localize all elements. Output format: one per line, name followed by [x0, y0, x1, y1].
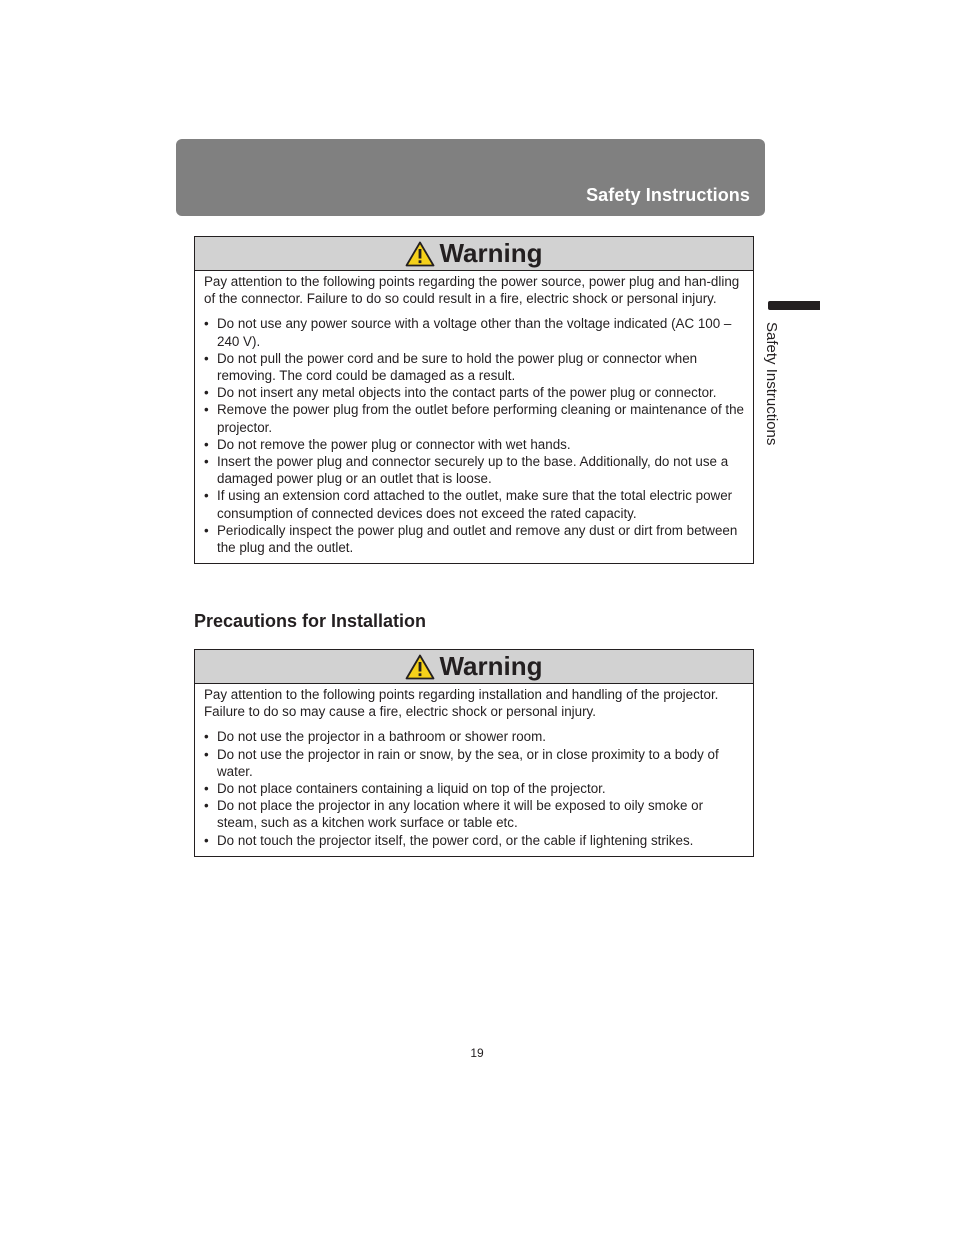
list-item: • Do not use the projector in rain or snow, by the sea, or in close proximity to a body of water. [204, 746, 744, 780]
warning-title: Warning [439, 651, 543, 681]
warning-body [195, 271, 753, 563]
warning-intro: Pay attention to the following points regarding installation and handling of the projector. Failure to do so may cause a fire, electric shock or personal injury. [204, 687, 719, 720]
list-item: • Do not pull the power cord and be sure to hold the power plug or connector when removing. The cord could be damaged as a result. [204, 350, 744, 384]
list-item: • Do not use any power source with a voltage other than the voltage indicated (AC 100 – 240 V). [204, 315, 744, 349]
warning-header [195, 650, 753, 684]
warning-body [195, 684, 753, 856]
list-item: • If using an extension cord attached to the outlet, make sure that the total electric power consumption of connected devices does not exceed the rated capacity. [204, 487, 744, 521]
side-tab-label: Safety Instructions [763, 322, 780, 446]
warning-triangle-icon [405, 654, 435, 680]
header-band [176, 139, 765, 216]
page-number: 19 [470, 1046, 484, 1060]
list-item: • Remove the power plug from the outlet before performing cleaning or maintenance of the projector. [204, 401, 744, 435]
warning-box-installation [194, 649, 754, 857]
section-heading: Precautions for Installation [194, 611, 427, 631]
side-tab-marker [768, 301, 820, 310]
warning-list [204, 728, 744, 848]
warning-title: Warning [439, 238, 543, 268]
list-item: • Do not remove the power plug or connector with wet hands. [204, 436, 744, 453]
list-item: • Periodically inspect the power plug and outlet and remove any dust or dirt from between the plug and the outlet. [204, 522, 744, 556]
warning-intro: Pay attention to the following points regarding the power source, power plug and han-dling of the connector. Failure to do so could result in a fire, electric shock or personal injury. [204, 274, 740, 307]
header-title: Safety Instructions [586, 185, 750, 205]
warning-header [195, 237, 753, 271]
list-item: • Do not place the projector in any location where it will be exposed to oily smoke or steam, such as a kitchen work surface or table etc. [204, 797, 744, 831]
list-item: • Do not insert any metal objects into the contact parts of the power plug or connector. [204, 384, 744, 401]
warning-triangle-icon [405, 241, 435, 267]
warning-list [204, 315, 744, 556]
list-item: • Do not use the projector in a bathroom or shower room. [204, 728, 744, 745]
list-item: • Do not place containers containing a liquid on top of the projector. [204, 780, 744, 797]
warning-box-power [194, 236, 754, 564]
list-item: • Do not touch the projector itself, the power cord, or the cable if lightening strikes. [204, 832, 744, 849]
list-item: • Insert the power plug and connector securely up to the base. Additionally, do not use a damaged power plug or an outlet that is loose. [204, 453, 744, 487]
